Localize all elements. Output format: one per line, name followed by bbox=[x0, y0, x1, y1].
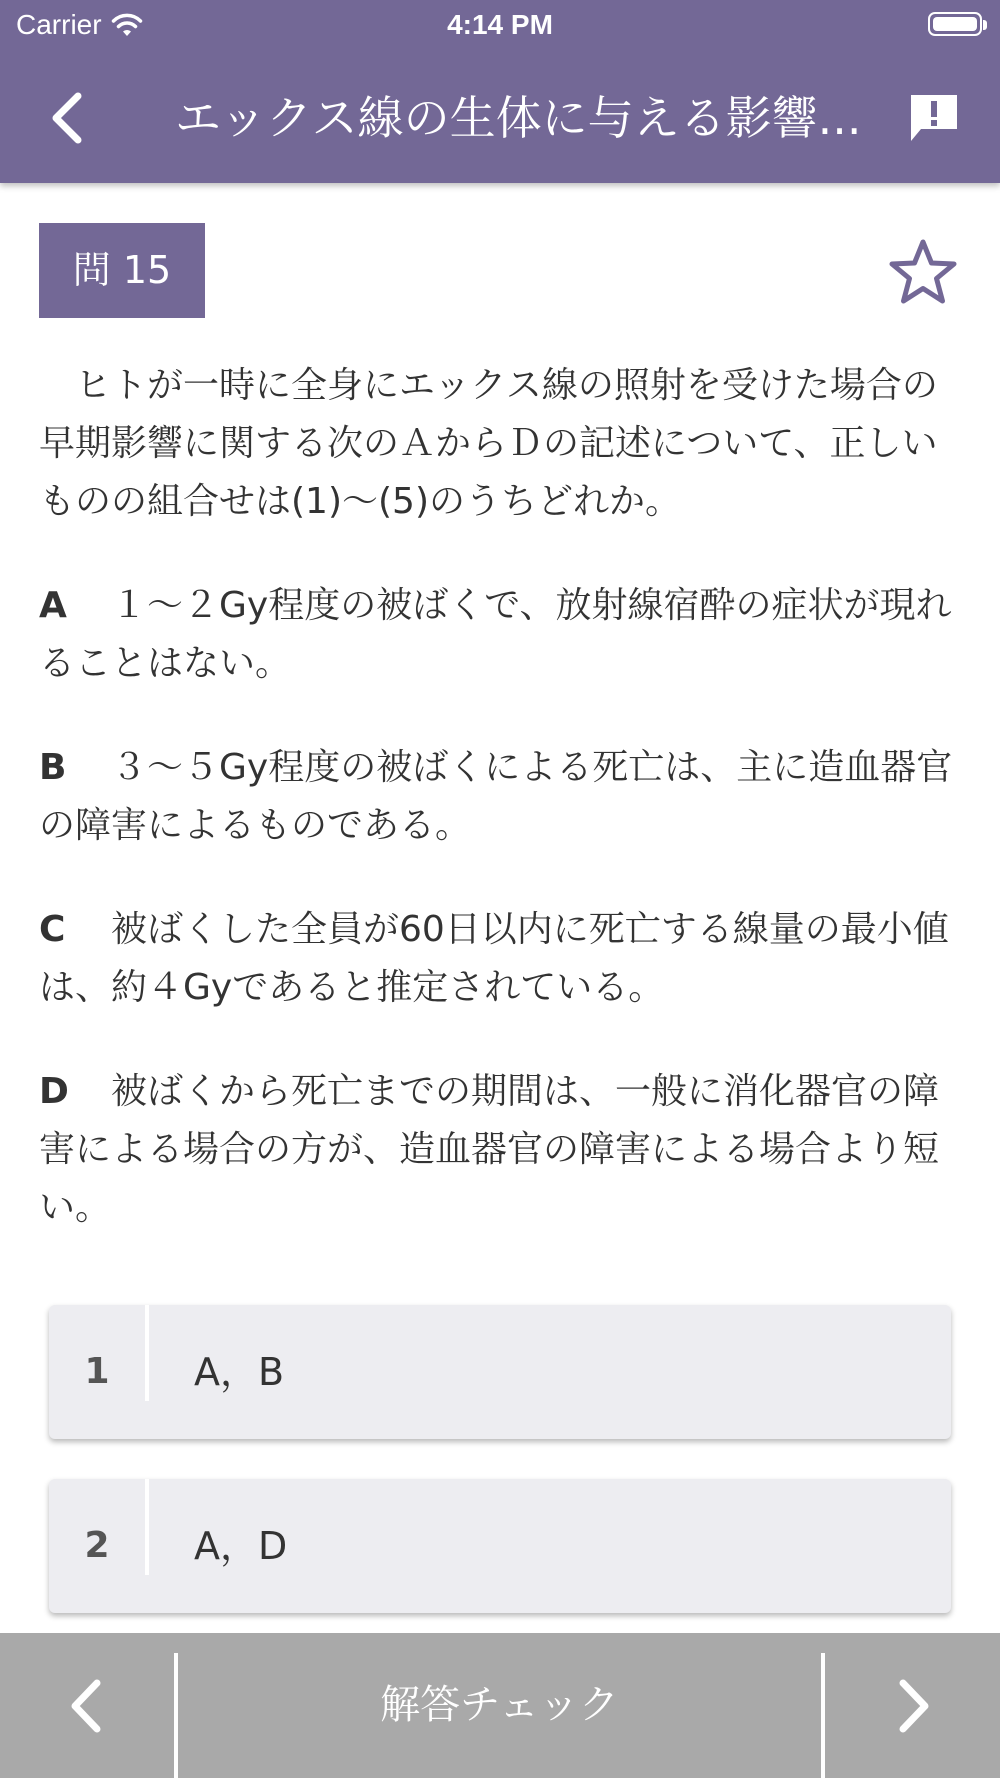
choice-number: 1 bbox=[84, 1351, 110, 1392]
chevron-left-icon bbox=[48, 92, 88, 144]
statement-d bbox=[39, 1063, 959, 1237]
battery-level bbox=[933, 17, 977, 31]
statement-text: 被ばくから死亡までの期間は、一般に消化器官の障害による場合の方が、造血器官の障害による場合より短い。 bbox=[39, 1071, 940, 1228]
question-body bbox=[39, 357, 959, 1237]
statement-c bbox=[39, 901, 959, 1017]
statement-letter: D bbox=[39, 1071, 69, 1112]
star-outline-icon bbox=[888, 237, 958, 307]
answer-choice-1[interactable] bbox=[49, 1305, 951, 1439]
previous-question-button[interactable] bbox=[0, 1633, 174, 1778]
chevron-right-icon bbox=[893, 1679, 933, 1733]
answer-choice-2[interactable] bbox=[49, 1479, 951, 1613]
statement-letter: C bbox=[39, 909, 66, 950]
carrier-label: Carrier bbox=[16, 9, 102, 40]
top-bar bbox=[0, 0, 1000, 183]
statement-text: １～２Gy程度の被ばくで、放射線宿酔の症状が現れることはない。 bbox=[39, 585, 952, 684]
choice-text: A，D bbox=[194, 1524, 288, 1568]
question-stem: ヒトが一時に全身にエックス線の照射を受けた場合の早期影響に関する次のＡからＤの記述について、正しいものの組合せは(1)～(5)のうちどれか。 bbox=[39, 365, 938, 522]
status-bar bbox=[0, 0, 1000, 50]
choice-divider bbox=[145, 1305, 149, 1401]
statement-letter: B bbox=[39, 747, 67, 788]
statement-text: ３～５Gy程度の被ばくによる死亡は、主に造血器官の障害によるものである。 bbox=[39, 747, 953, 846]
bookmark-button[interactable] bbox=[888, 237, 958, 307]
check-answer-button[interactable]: 解答チェック bbox=[380, 1682, 619, 1728]
back-button[interactable] bbox=[38, 88, 98, 148]
choice-text: A，B bbox=[194, 1350, 285, 1394]
statement-a bbox=[39, 577, 959, 693]
choice-divider bbox=[145, 1479, 149, 1575]
statement-b bbox=[39, 739, 959, 855]
battery-icon bbox=[928, 12, 982, 36]
question-number-badge: 問 15 bbox=[39, 223, 205, 318]
report-button[interactable] bbox=[906, 90, 962, 146]
statement-text: 被ばくした全員が60日以内に死亡する線量の最小値は、約４Gyであると推定されている。 bbox=[39, 909, 949, 1008]
chevron-left-icon bbox=[67, 1679, 107, 1733]
status-time: 4:14 PM bbox=[447, 9, 553, 40]
report-icon bbox=[907, 91, 961, 145]
next-question-button[interactable] bbox=[825, 1633, 1000, 1778]
choice-number: 2 bbox=[84, 1525, 110, 1566]
page-title: エックス線の生体に与える影響... bbox=[175, 91, 862, 145]
statement-letter: A bbox=[39, 585, 67, 626]
navigation-bar bbox=[0, 60, 1000, 170]
bottom-bar bbox=[0, 1633, 1000, 1778]
